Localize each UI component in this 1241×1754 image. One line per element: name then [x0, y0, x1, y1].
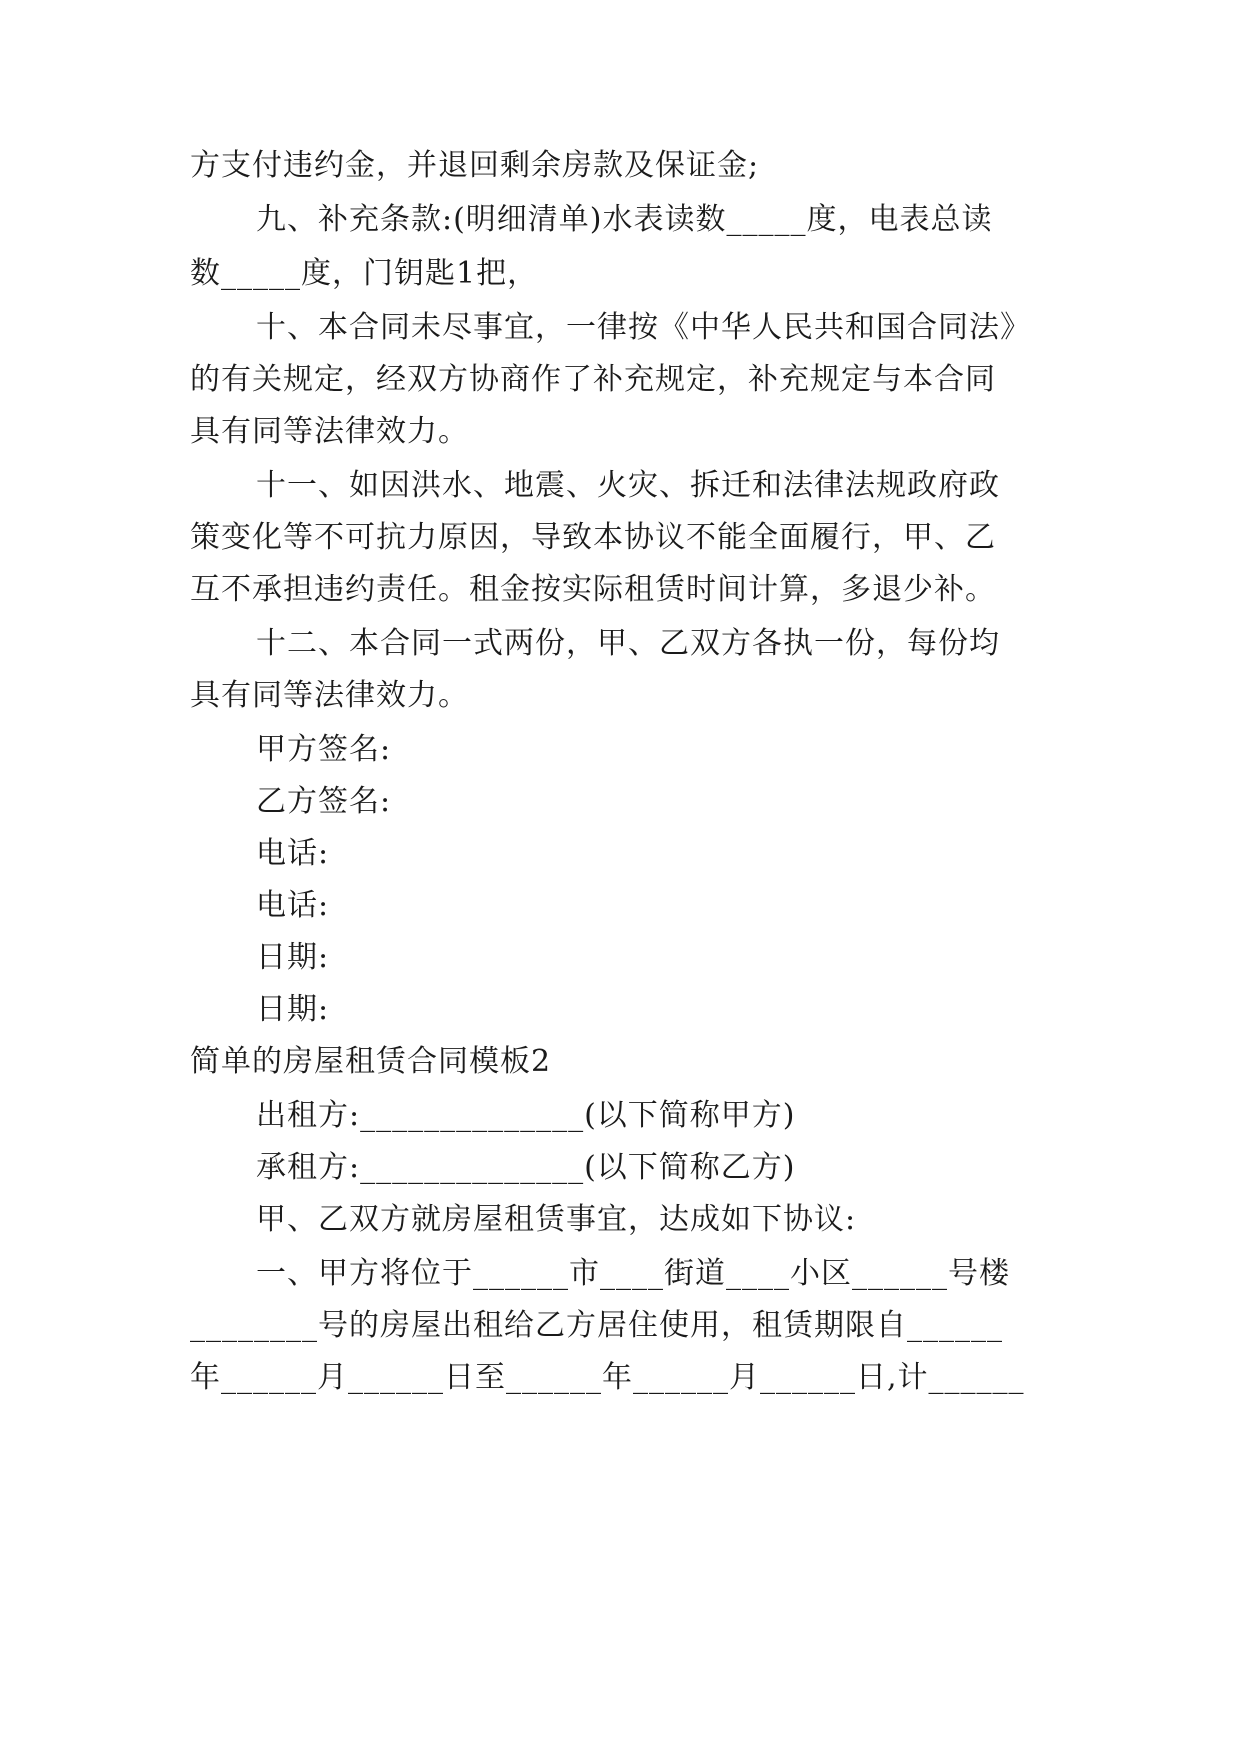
paragraph-line: 策变化等不可抗力原因，导致本协议不能全面履行，甲、乙: [190, 520, 996, 555]
party-b-signature-label: 乙方签名:: [256, 784, 392, 819]
lessor-line: 出租方:______________(以下简称甲方): [256, 1098, 796, 1133]
clause-eleven-line: 十一、如因洪水、地震、火灾、拆迁和法律法规政府政: [256, 468, 1000, 503]
clause-twelve-line: 十二、本合同一式两份，甲、乙双方各执一份，每份均: [256, 626, 1000, 661]
paragraph-line: 互不承担违约责任。租金按实际租赁时间计算，多退少补。: [190, 572, 996, 607]
section-title: 简单的房屋租赁合同模板2: [190, 1044, 552, 1079]
date-label: 日期:: [256, 992, 330, 1027]
paragraph-line: ________号的房屋出租给乙方居住使用，租赁期限自______: [190, 1308, 1003, 1343]
lessee-line: 承租方:______________(以下简称乙方): [256, 1150, 796, 1185]
date-label: 日期:: [256, 940, 330, 975]
paragraph-line: 年______月______日至______年______月______日,计______: [190, 1360, 1025, 1395]
paragraph-line: 具有同等法律效力。: [190, 414, 469, 449]
agreement-intro-line: 甲、乙双方就房屋租赁事宜，达成如下协议:: [256, 1202, 857, 1237]
party-a-signature-label: 甲方签名:: [256, 732, 392, 767]
paragraph-line: 的有关规定，经双方协商作了补充规定，补充规定与本合同: [190, 362, 996, 397]
clause-one-line: 一、甲方将位于______市____街道____小区______号楼: [256, 1256, 1010, 1291]
paragraph-line: 方支付违约金，并退回剩余房款及保证金;: [190, 148, 760, 183]
phone-label: 电话:: [256, 888, 330, 923]
phone-label: 电话:: [256, 836, 330, 871]
paragraph-line: 具有同等法律效力。: [190, 678, 469, 713]
clause-nine-line: 九、补充条款:(明细清单)水表读数_____度，电表总读: [256, 202, 993, 237]
clause-ten-line: 十、本合同未尽事宜，一律按《中华人民共和国合同法》: [256, 310, 1031, 345]
paragraph-line: 数_____度，门钥匙1把，: [190, 256, 539, 291]
